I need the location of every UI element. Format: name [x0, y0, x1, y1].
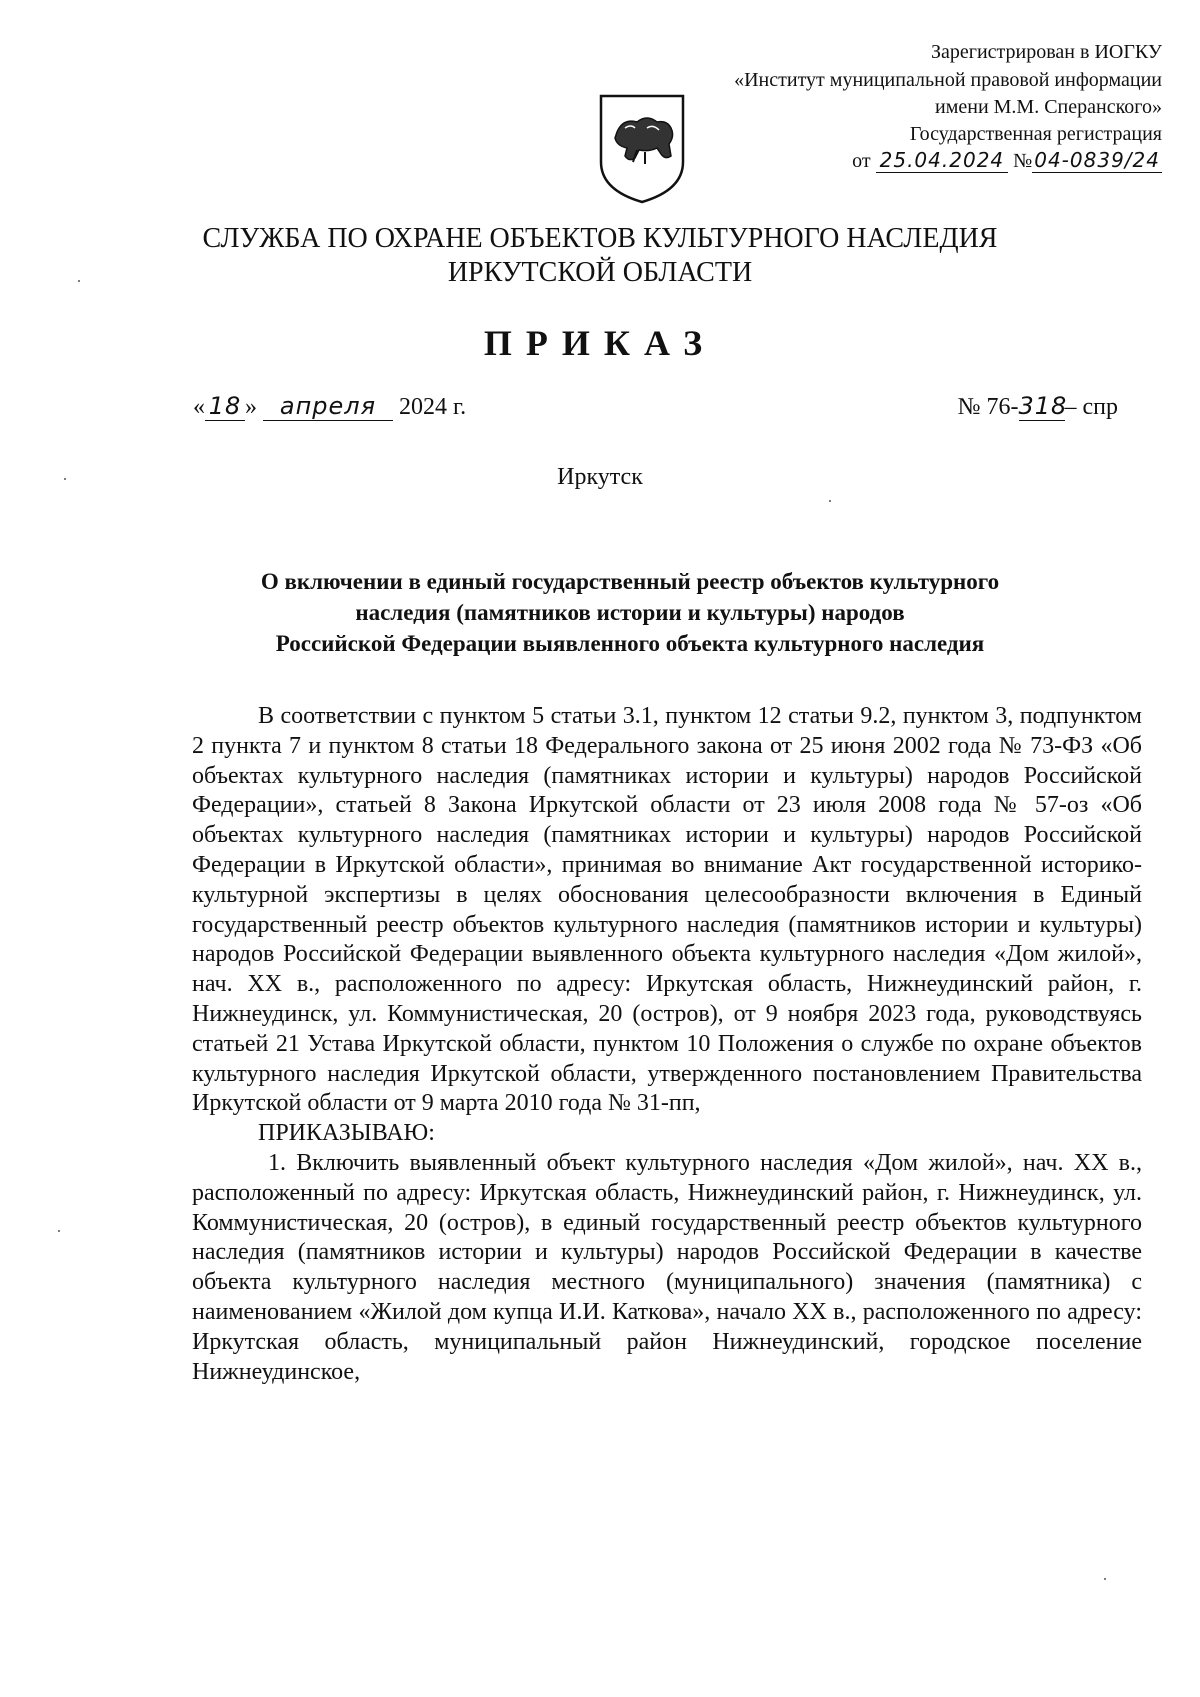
- scan-speck: [829, 500, 831, 502]
- order-number: [958, 392, 1118, 421]
- registration-from-label: от: [852, 150, 871, 172]
- date-open-quote: «: [193, 394, 205, 420]
- order-subject: [160, 566, 1100, 659]
- date-year: 2024 г.: [399, 394, 467, 420]
- document-type-title: ПРИКАЗ: [483, 323, 717, 363]
- date-day-handwritten: 18: [205, 392, 245, 421]
- order-word: ПРИКАЗЫВАЮ:: [258, 1120, 435, 1147]
- agency-name: [0, 222, 1200, 290]
- agency-name-line-1: СЛУЖБА ПО ОХРАНЕ ОБЪЕКТОВ КУЛЬТУРНОГО НАСЛЕДИЯ: [202, 223, 998, 254]
- order-item-1: 1. Включить выявленный объект культурного наследия «Дом жилой», нач. XX в., расположенный по адресу: Иркутская область, Нижнеудинский район, г. Нижнеудинск, ул. Коммунистическая, 20 (остров), в единый государственный реестр объектов культурного наследия (памятников истории и культуры) народов Российской Федерации в качестве объекта культурного наследия местного (муниципального) значения (памятника) с наименованием «Жилой дом купца И.И. Каткова», начало XX в., расположенного по адресу: Иркутская область, муниципальный район Нижнеудинский, городское поселение Нижнеудинское,: [192, 1149, 1142, 1385]
- subject-line-1: О включении в единый государственный реестр объектов культурного: [260, 569, 1000, 594]
- scan-speck: [58, 1230, 60, 1232]
- subject-line-3: Российской Федерации выявленного объекта культурного наследия: [275, 631, 985, 656]
- registration-line-2: «Институт муниципальной правовой информации: [734, 69, 1162, 91]
- registration-line-1: Зарегистрирован в ИОГКУ: [931, 41, 1162, 63]
- scan-speck: [78, 280, 80, 282]
- order-date: [193, 392, 466, 421]
- registration-line-3: имени М.М. Сперанского»: [935, 96, 1162, 118]
- city: Иркутск: [557, 464, 643, 490]
- registration-number-handwritten: 04-0839/24: [1034, 148, 1160, 172]
- order-body: [192, 702, 1142, 1387]
- registration-date-line: [852, 148, 1162, 173]
- order-number-suffix: – спр: [1064, 394, 1118, 420]
- agency-name-line-2: ИРКУТСКОЙ ОБЛАСТИ: [447, 257, 753, 288]
- irkutsk-coat-of-arms-icon: [597, 92, 687, 204]
- registration-date-handwritten: 25.04.2024: [876, 148, 1009, 173]
- registration-line-4: Государственная регистрация: [909, 123, 1162, 145]
- registration-number-sign: №: [1013, 150, 1033, 172]
- order-number-prefix: № 76-: [957, 394, 1019, 420]
- date-close-quote: »: [245, 394, 257, 420]
- scan-speck: [1104, 1578, 1106, 1580]
- order-number-handwritten: 318: [1018, 392, 1068, 420]
- preamble-paragraph: В соответствии с пунктом 5 статьи 3.1, пунктом 12 статьи 9.2, пунктом 3, подпунктом 2 пункта 7 и пунктом 8 статьи 18 Федерального закона от 25 июня 2002 года № 73-ФЗ «Об объектах культурного наследия (памятниках истории и культуры) народов Российской Федерации», статьей 8 Закона Иркутской области от 23 июля 2008 года № 57-оз «Об объектах культурного наследия (памятниках истории и культуры) народов Российской Федерации в Иркутской области», принимая во внимание Акт государственной историко-культурной экспертизы в целях обоснования целесообразности включения в Единый государственный реестр объектов культурного наследия (памятников истории и культуры) народов Российской Федерации выявленного объекта культурного наследия «Дом жилой», нач. XX в., расположенного по адресу: Иркутская область, Нижнеудинский район, г. Нижнеудинск, ул. Коммунистическая, 20 (остров), от 9 ноября 2023 года, руководствуясь статьей 21 Устава Иркутской области, пунктом 10 Положения о службе по охране объектов культурного наследия Иркутской области, утвержденного постановлением Правительства Иркутской области от 9 марта 2010 года № 31-пп,: [192, 703, 1142, 1117]
- date-month-handwritten: апреля: [263, 392, 393, 421]
- subject-line-2: наследия (памятников истории и культуры) народов: [355, 600, 905, 625]
- scan-speck: [64, 478, 66, 480]
